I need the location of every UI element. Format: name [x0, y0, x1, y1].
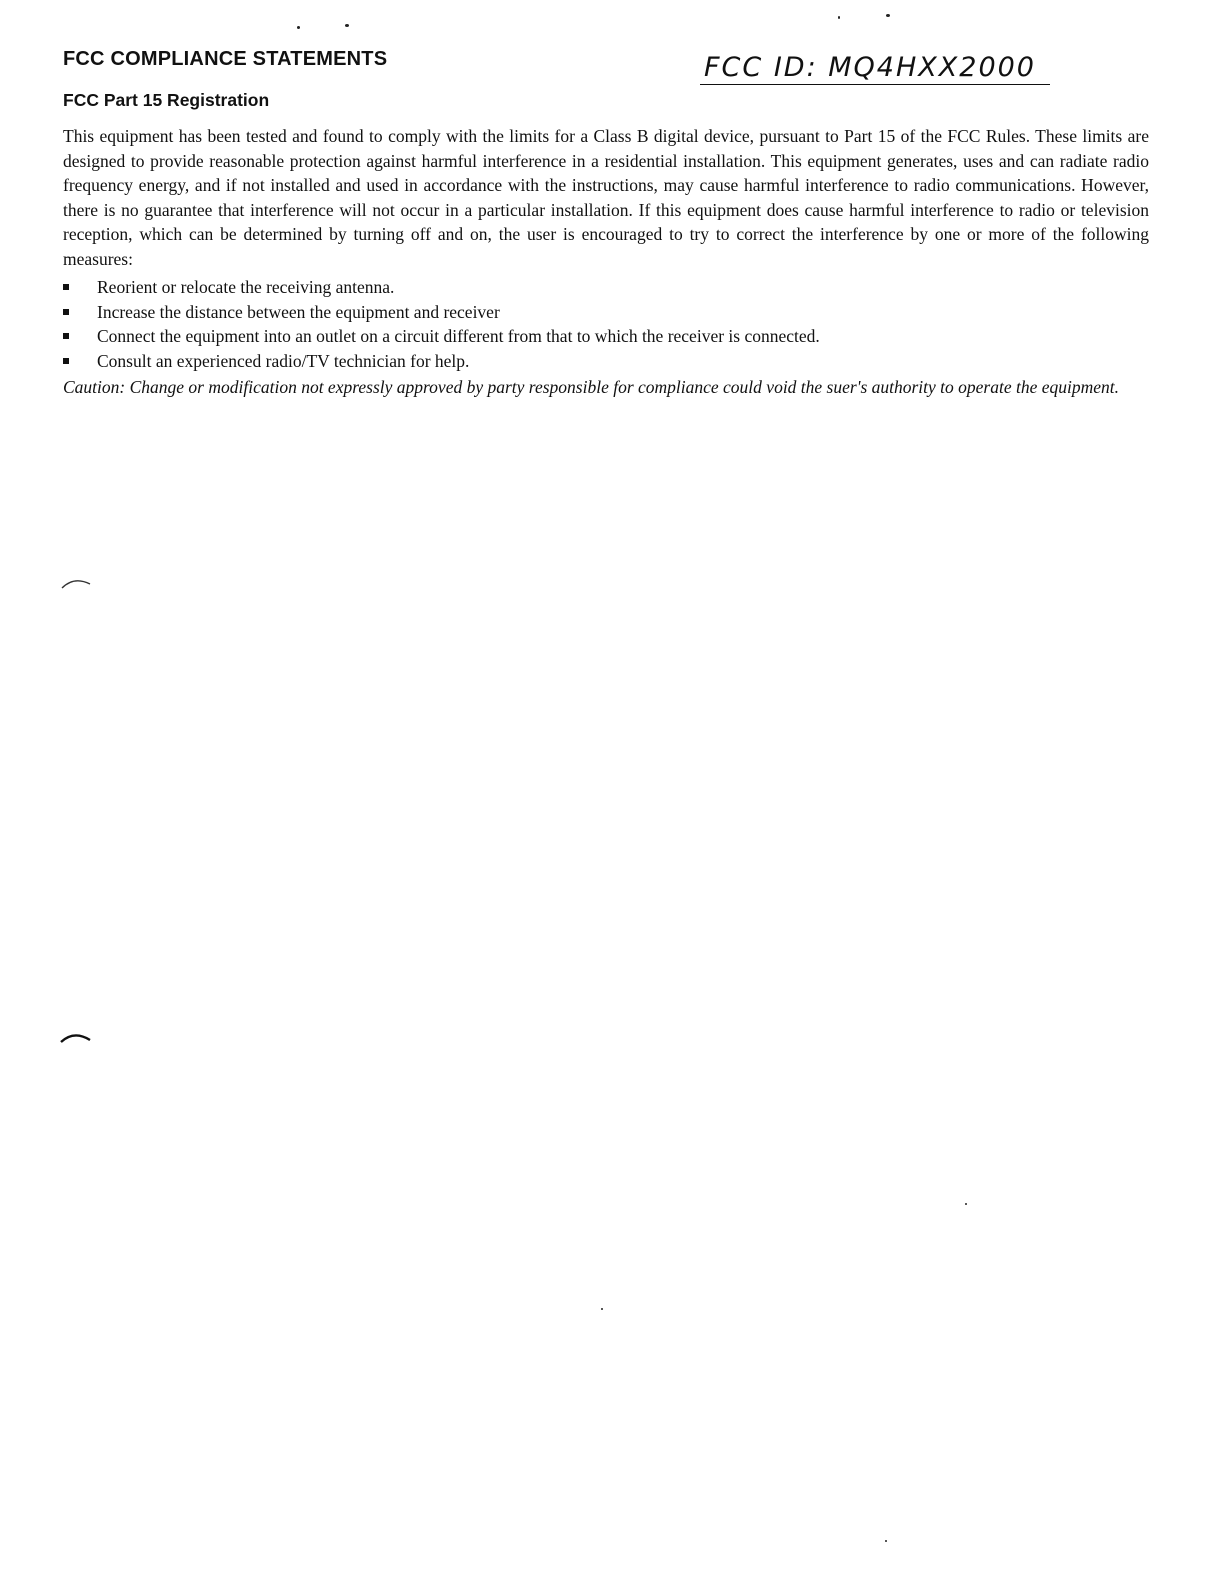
measure-text: Increase the distance between the equipment and receiver — [97, 301, 500, 322]
page-title: FCC COMPLIANCE STATEMENTS — [63, 48, 388, 70]
scan-speck — [886, 14, 890, 17]
scan-speck — [345, 24, 349, 27]
punch-mark — [58, 574, 94, 594]
bullet-icon — [63, 358, 69, 364]
bullet-icon — [63, 333, 69, 339]
scan-speck — [601, 1308, 603, 1310]
handwritten-fcc-id: FCC ID: MQ4HXX2000 — [700, 52, 1050, 85]
scan-speck — [838, 16, 840, 19]
bullet-icon — [63, 284, 69, 290]
measures-list — [63, 275, 1149, 373]
scan-speck — [885, 1540, 887, 1542]
compliance-paragraph: This equipment has been tested and found to comply with the limits for a Class B digital device, pursuant to Part 15 of the FCC Rules. These limits are designed to provide reasonable protection against harmful interference in a residential installation. This equipment generates, uses and can radiate radio frequency energy, and if not installed and used in accordance with the instructions, may cause harmful interference to radio communications. However, there is no guarantee that interference will not occur in a particular installation. If this equipment does cause harmful interference to radio or television reception, which can be determined by turning off and on, the user is encouraged to try to correct the interference by one or more of the following measures: — [63, 126, 1149, 269]
scan-speck — [297, 26, 300, 29]
list-item — [63, 275, 1149, 300]
measure-text: Connect the equipment into an outlet on a circuit different from that to which the receiver is connected. — [97, 326, 820, 347]
list-item — [63, 324, 1149, 349]
bullet-icon — [63, 309, 69, 315]
measure-text: Consult an experienced radio/TV technician for help. — [97, 350, 470, 371]
scan-speck — [965, 1203, 967, 1205]
punch-mark — [58, 1028, 94, 1048]
measure-text: Reorient or relocate the receiving antenna. — [97, 277, 395, 297]
section-subtitle: FCC Part 15 Registration — [63, 90, 270, 110]
list-item — [63, 349, 1149, 374]
list-item — [63, 300, 1149, 325]
caution-note: Caution: Change or modification not expressly approved by party responsible for compliance could void the suer's authority to operate the equipment. — [63, 377, 1120, 397]
